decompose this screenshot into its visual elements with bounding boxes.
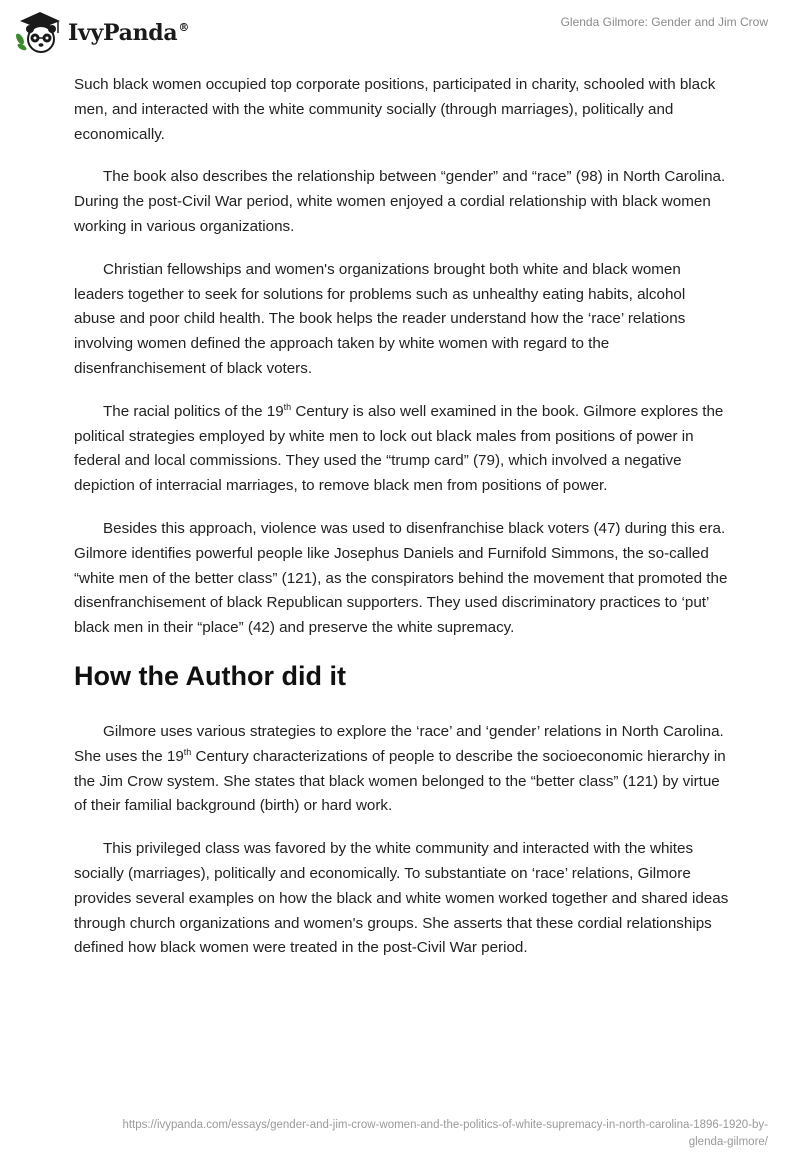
paragraph-7: This privileged class was favored by the white community and interacted with the whites socially (marriages), politically and economically. To substantiate on ‘race’ relations, Gilmore provides several examples on how the black and white women worked together and shared ideas through church organizations and women's groups. She asserts that these cordial relationships defined how black women were treated in the post-Civil War period. [74, 840, 729, 957]
source-url-line-2: glenda-gilmore/ [688, 1136, 768, 1148]
section-heading: How the Author did it [74, 660, 346, 691]
paragraph-4-text-b: Century is also well examined in the book. Gilmore explores the political strategies employed by white men to lock out black males from positions of power in federal and local commissions. They used the “trump card” (79), which involved a negative depiction of interracial marriages, to remove black men from positions of power. [74, 402, 724, 495]
source-url-line-1: https://ivypanda.com/essays/gender-and-jim-crow-women-and-the-politics-of-white-supremacy-in-north-carolina-1896-1920-by- [122, 1119, 768, 1131]
document-title: Glenda Gilmore: Gender and Jim Crow [560, 15, 768, 29]
brand-name: IvyPanda® [68, 20, 190, 46]
paragraph-1: Such black women occupied top corporate positions, participated in charity, schooled with black men, and interacted with the white community socially (through marriages), politically and economically. [74, 76, 716, 143]
paragraph-4 [74, 400, 729, 499]
paragraph-5: Besides this approach, violence was used to disenfranchise black voters (47) during this era. Gilmore identifies powerful people like Josephus Daniels and Furnifold Simmons, the so-called “white men of the better class” (121), as the conspirators behind the movement that promoted the disenfranchisement of black Republican supporters. They used discriminatory practices to ‘put’ black men in their “place” (42) and preserve the white supremacy. [74, 519, 728, 637]
paragraph-3: Christian fellowships and women's organizations brought both white and black women leaders together to seek for solutions for problems such as unhealthy eating habits, alcohol abuse and poor child health. The book helps the reader understand how the ‘race’ relations involving women defined the approach taken by white women with regard to the disenfranchisement of black voters. [74, 260, 686, 377]
registered-mark: ® [178, 21, 190, 34]
paragraph-2: The book also describes the relationship between “gender” and “race” (98) in North Carolina. During the post-Civil War period, white women enjoyed a cordial relationship with black women working in various organizations. [74, 168, 726, 235]
paragraph-4-text-a: The racial politics of the 19 [103, 402, 284, 420]
ordinal-suffix: th [183, 746, 192, 757]
panda-graduate-icon [14, 9, 64, 55]
page-header [0, 0, 800, 60]
source-url[interactable] [48, 1117, 768, 1151]
ivypanda-logo[interactable] [14, 9, 189, 55]
paragraph-6-text-a: Gilmore uses various strategies to explore the ‘race’ and ‘gender’ relations in North Carolina. She uses the 19 [74, 722, 724, 765]
paragraph-6-text-b: Century characterizations of people to describe the socioeconomic hierarchy in the Jim Crow system. She states that black women belonged to the “better class” (121) by virtue of their familial background (birth) or hard work. [74, 747, 726, 815]
paragraph-6 [74, 720, 729, 819]
ordinal-suffix: th [283, 401, 292, 412]
essay-body [74, 73, 729, 979]
